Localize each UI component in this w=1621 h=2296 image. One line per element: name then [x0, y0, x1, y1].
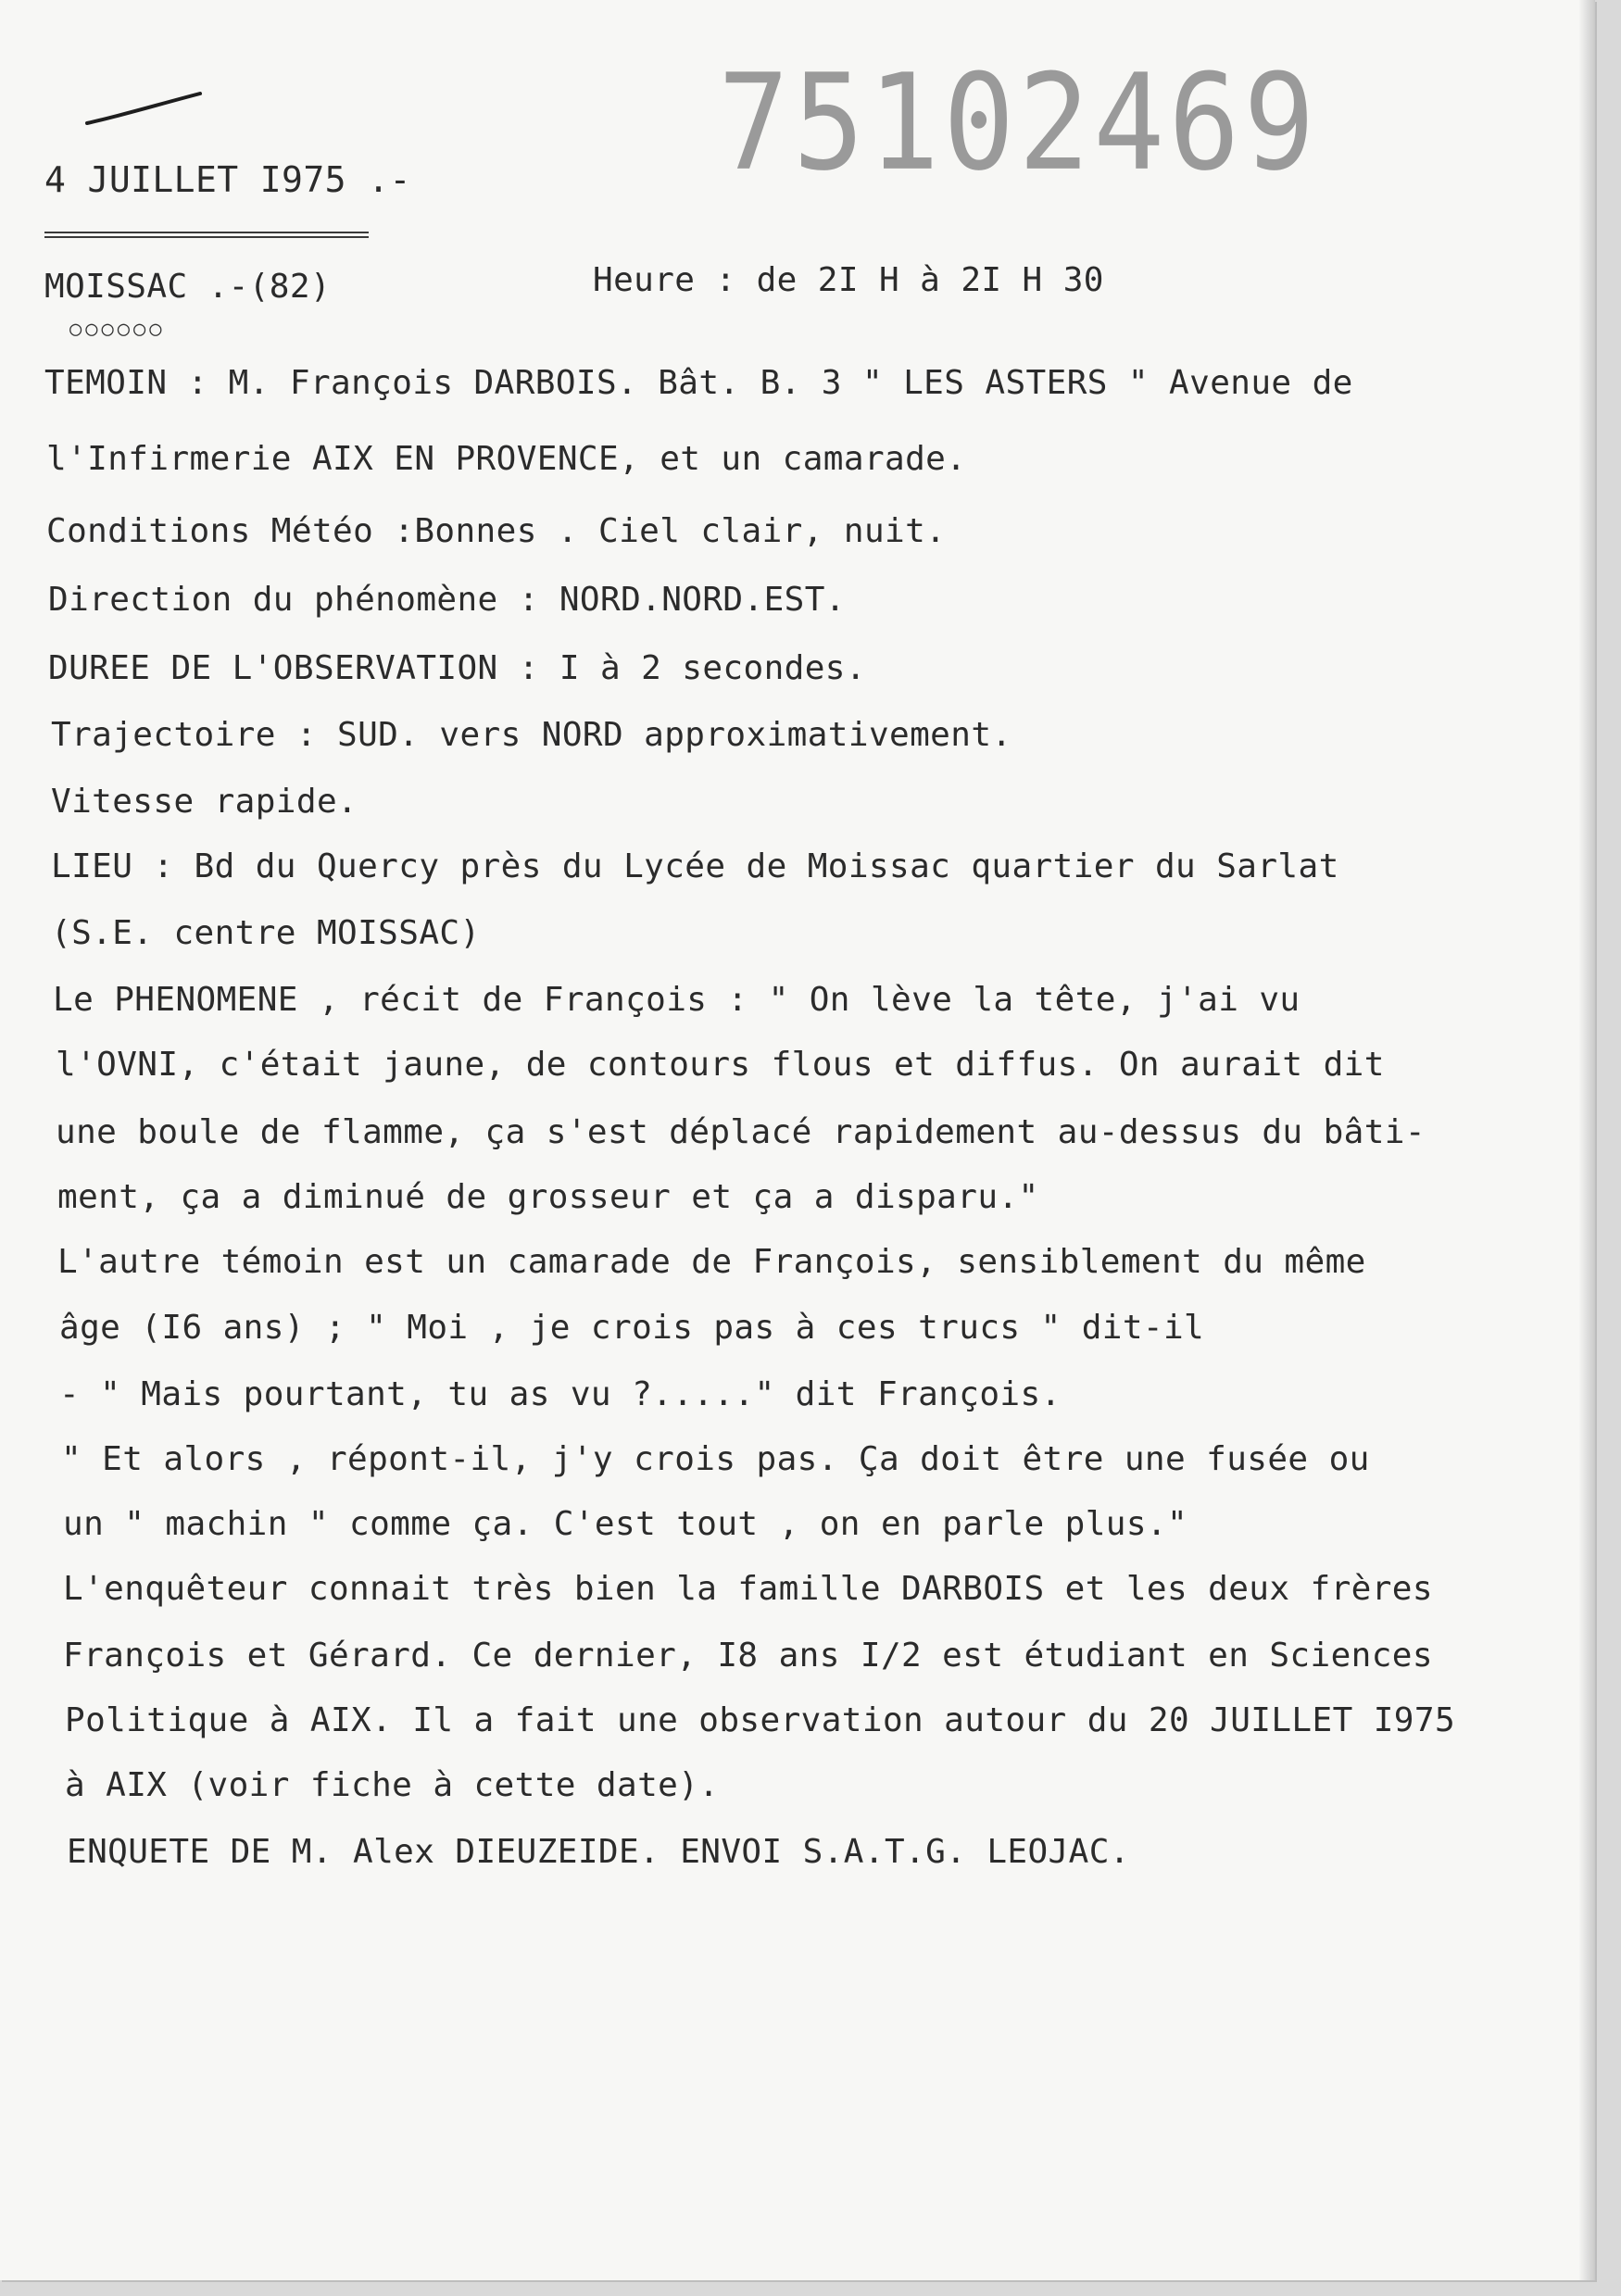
text-line: Conditions Météo :Bonnes . Ciel clair, nuit. [46, 512, 947, 550]
text-line: LIEU : Bd du Quercy près du Lycée de Moissac quartier du Sarlat [51, 847, 1339, 885]
text-line: âge (I6 ans) ; " Moi , je crois pas à ces trucs " dit-il [59, 1309, 1205, 1347]
text-line: Politique à AIX. Il a fait une observation autour du 20 JUILLET I975 [65, 1701, 1456, 1739]
text-line: l'OVNI, c'était jaune, de contours flous et diffus. On aurait dit [56, 1046, 1385, 1084]
text-line: un " machin " comme ça. C'est tout , on en parle plus." [63, 1505, 1188, 1543]
text-line: François et Gérard. Ce dernier, I8 ans I/2 est étudiant en Sciences [63, 1637, 1433, 1675]
text-line: ment, ça a diminué de grosseur et ça a disparu." [57, 1178, 1039, 1216]
location-underline-circles: ○○○○○○ [69, 318, 166, 341]
text-line: Direction du phénomène : NORD.NORD.EST. [48, 581, 846, 619]
text-line: - " Mais pourtant, tu as vu ?....." dit François. [59, 1375, 1062, 1413]
archive-number-stamp: 75102469 [718, 45, 1319, 201]
text-line: DUREE DE L'OBSERVATION : I à 2 secondes. [48, 649, 866, 687]
text-line: (S.E. centre MOISSAC) [51, 914, 481, 952]
text-line: Trajectoire : SUD. vers NORD approximativement. [51, 716, 1012, 754]
text-line: L'enquêteur connait très bien la famille DARBOIS et les deux frères [63, 1570, 1433, 1608]
text-line: Le PHENOMENE , récit de François : " On lève la tête, j'ai vu [53, 981, 1301, 1019]
text-line: Vitesse rapide. [51, 783, 358, 821]
text-line: L'autre témoin est un camarade de François, sensiblement du même [57, 1243, 1366, 1281]
text-line: à AIX (voir fiche à cette date). [65, 1766, 720, 1804]
text-line: une boule de flamme, ça s'est déplacé rapidement au-dessus du bâti- [56, 1113, 1426, 1151]
observation-time: Heure : de 2I H à 2I H 30 [593, 261, 1104, 299]
investigator-line: ENQUETE DE M. Alex DIEUZEIDE. ENVOI S.A.T.G. LEOJAC. [67, 1833, 1130, 1871]
document-date: 4 JUILLET I975 .- [44, 159, 411, 200]
text-line: " Et alors , répont-il, j'y crois pas. Ça doit être une fusée ou [61, 1440, 1370, 1478]
location-heading: MOISSAC .-(82) [44, 268, 332, 306]
text-line: l'Infirmerie AIX EN PROVENCE, et un camarade. [46, 440, 967, 478]
date-underline [44, 232, 369, 240]
pen-stroke-mark [83, 88, 204, 130]
text-line: TEMOIN : M. François DARBOIS. Bât. B. 3 " LES ASTERS " Avenue de [44, 364, 1353, 402]
